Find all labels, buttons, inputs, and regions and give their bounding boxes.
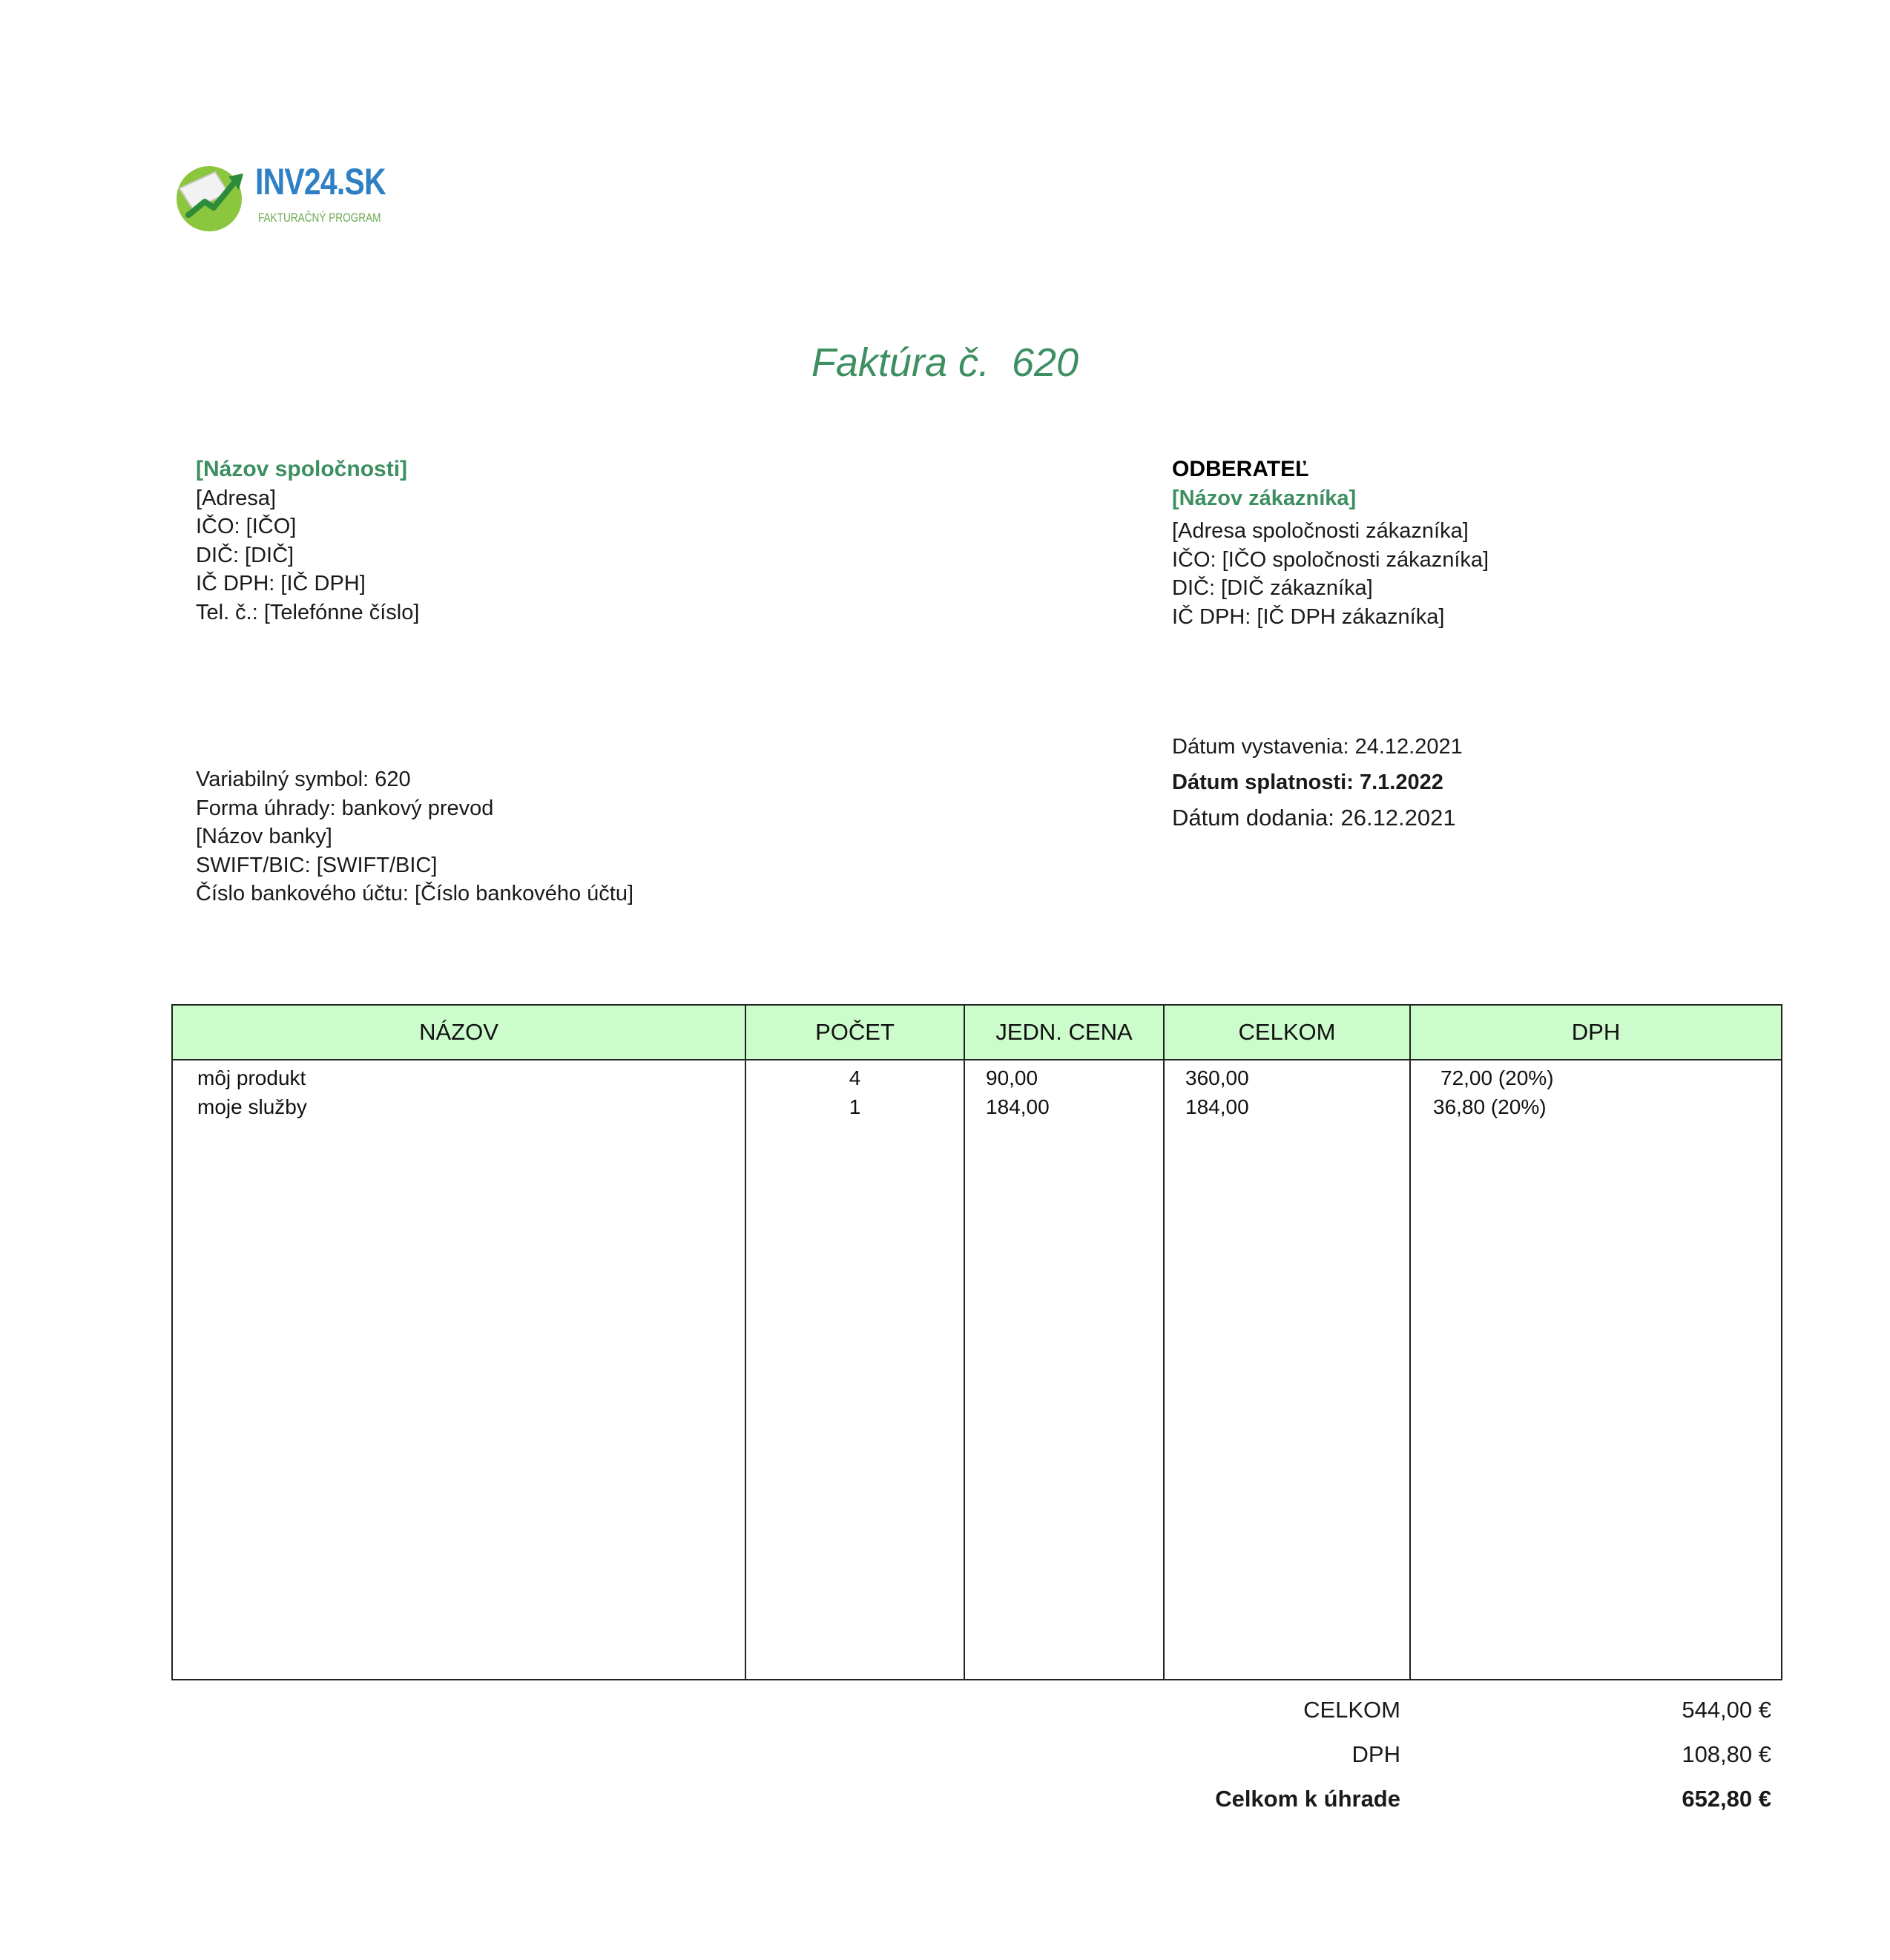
customer-dic: DIČ: [DIČ zákazníka] (1172, 576, 1373, 600)
supplier-ic-dph: IČ DPH: [IČ DPH] (196, 572, 366, 595)
column-divider (1409, 1006, 1411, 1679)
header-quantity: POČET (815, 1019, 895, 1045)
variable-symbol: Variabilný symbol: 620 (196, 768, 411, 791)
column-divider (964, 1006, 965, 1679)
date-due: Dátum splatnosti: 7.1.2022 (1172, 771, 1443, 794)
bank-name: [Názov banky] (196, 825, 332, 848)
customer-ic-dph: IČ DPH: [IČ DPH zákazníka] (1172, 604, 1445, 629)
company-logo (172, 157, 395, 239)
header-vat: DPH (1571, 1019, 1621, 1045)
payment-block (196, 765, 633, 908)
row-1-total: 360,00 (1185, 1066, 1249, 1089)
supplier-block (196, 455, 419, 627)
date-issued: Dátum vystavenia: 24.12.2021 (1172, 735, 1463, 759)
supplier-ico: IČO: [IČO] (196, 515, 297, 538)
column-divider (1163, 1006, 1165, 1679)
swift-bic: SWIFT/BIC: [SWIFT/BIC] (196, 853, 438, 877)
row-2-vat: 36,80 (20%) (1433, 1095, 1547, 1118)
header-total: CELKOM (1238, 1019, 1336, 1045)
logo-tagline: FAKTURAČNÝ PROGRAM (258, 211, 381, 225)
invoice-title: Faktúra č. 620 (811, 340, 1079, 385)
row-2-name: moje služby (197, 1095, 307, 1118)
grand-total-value: 652,80 € (1682, 1786, 1771, 1812)
customer-name: [Názov zákazníka] (1172, 486, 1357, 510)
grand-total-label: Celkom k úhrade (1215, 1786, 1400, 1812)
supplier-phone: Tel. č.: [Telefónne číslo] (196, 600, 420, 624)
supplier-dic: DIČ: [DIČ] (196, 543, 294, 567)
logo-icon (172, 160, 249, 234)
row-2-unit-price: 184,00 (986, 1095, 1050, 1118)
items-table (171, 1004, 1782, 1680)
customer-heading: ODBERATEĽ (1172, 457, 1309, 481)
dates-block (1172, 729, 1463, 836)
bank-account: Číslo bankového účtu: [Číslo bankového účtu] (196, 882, 634, 905)
customer-address: [Adresa spoločnosti zákazníka] (1172, 519, 1469, 543)
row-1-vat: 72,00 (20%) (1440, 1066, 1554, 1089)
supplier-name: [Názov spoločnosti] (196, 457, 408, 481)
row-1-name: môj produkt (197, 1066, 306, 1089)
customer-block (1172, 455, 1489, 631)
header-name: NÁZOV (419, 1019, 498, 1045)
payment-method: Forma úhrady: bankový prevod (196, 796, 494, 820)
row-1-quantity: 4 (849, 1066, 861, 1089)
subtotal-label: CELKOM (1303, 1697, 1400, 1723)
logo-name: INV24.SK (255, 161, 386, 202)
subtotal-value: 544,00 € (1682, 1697, 1771, 1723)
row-2-quantity: 1 (849, 1095, 861, 1118)
header-unit-price: JEDN. CENA (995, 1019, 1133, 1045)
row-2-total: 184,00 (1185, 1095, 1249, 1118)
vat-total-label: DPH (1351, 1741, 1400, 1767)
date-delivered: Dátum dodania: 26.12.2021 (1172, 805, 1456, 831)
customer-ico: IČO: [IČO spoločnosti zákazníka] (1172, 547, 1489, 572)
supplier-address: [Adresa] (196, 486, 276, 510)
vat-total-value: 108,80 € (1682, 1741, 1771, 1767)
row-1-unit-price: 90,00 (986, 1066, 1038, 1089)
